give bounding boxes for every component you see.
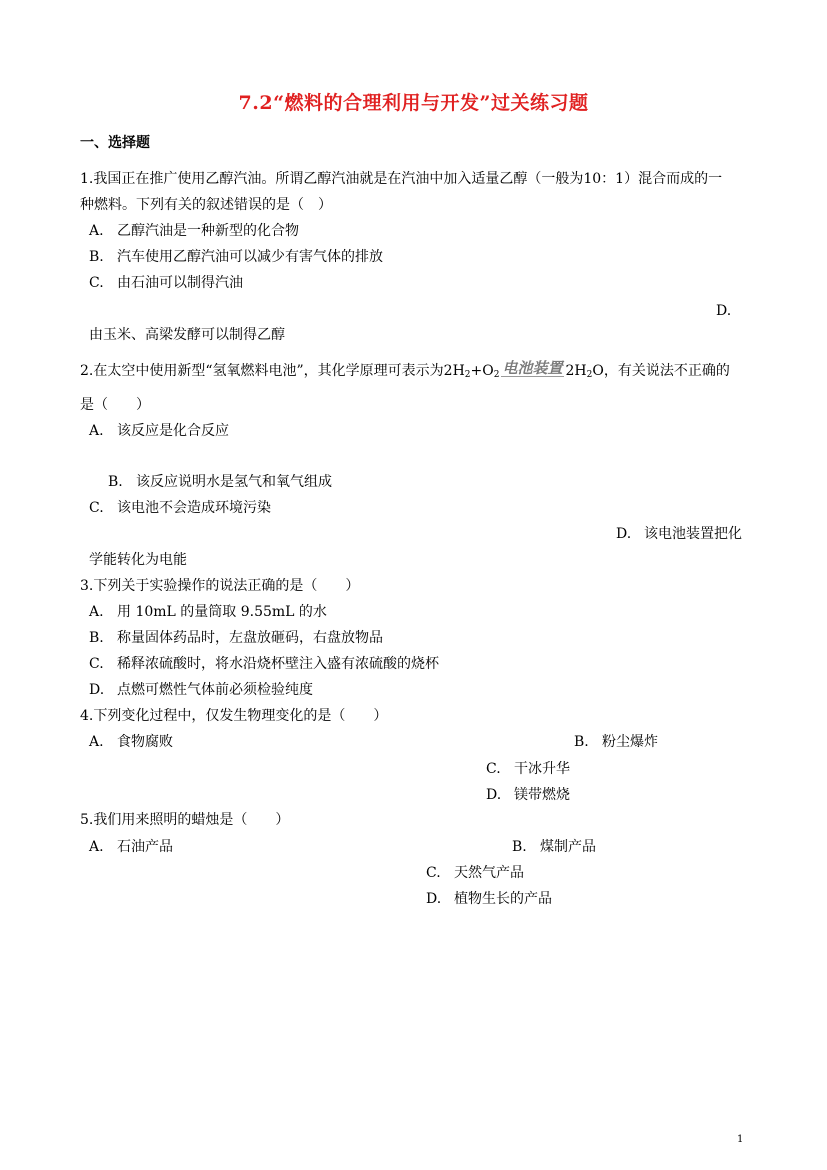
q1-option-c [89,274,243,292]
reaction-equation: $2H_2+O_2$ 电池装置 $2H_2O$ [443,359,604,380]
option-text: 该反应是化合反应 [117,423,229,439]
option-text: 植物生长的产品 [454,891,552,907]
option-letter: C. [89,656,104,672]
q2-option-d-cont: 学能转化为电能 [89,552,187,568]
option-text: 称量固体药品时，左盘放砸码，右盘放物品 [117,630,383,646]
option-text: 干冰升华 [514,761,570,777]
option-letter: D. [486,787,502,803]
q2-option-b [108,473,332,491]
q3-stem: 3.下列关于实验操作的说法正确的是（ ） [80,578,360,594]
q1-option-d-letter: D. [716,303,732,319]
q5-option-d [426,890,552,908]
q4-option-c [486,760,570,778]
option-letter: C. [89,275,104,291]
option-text: 稀释浓硫酸时，将水沿烧杯壁注入盛有浓硫酸的烧杯 [117,656,439,672]
q2-stem-line2: 是（ ） [80,397,150,413]
q4-stem: 4.下列变化过程中，仅发生物理变化的是（ ） [80,708,388,724]
q2-stem-pre: 2.在太空中使用新型“氢氧燃料电池”，其化学原理可表示为 [80,363,444,379]
option-text: 食物腐败 [117,734,173,750]
option-text: 煤制产品 [540,839,596,855]
q2-stem-post: ，有关说法不正确的 [603,363,730,379]
option-letter: D. [426,891,442,907]
q1-option-a [89,222,299,240]
q1-stem-line1: 1.我国正在推广使用乙醇汽油。所谓乙醇汽油就是在汽油中加入适量乙醇（一般为10：1）混合而成的一 [80,171,723,187]
option-text: 该电池装置把化 [644,526,742,542]
q1-option-d-text: 由玉米、高梁发酵可以制得乙醇 [89,327,285,343]
section-heading: 一、选择题 [80,135,150,151]
q2-stem-line1 [80,360,730,384]
option-text: 粉尘爆炸 [602,734,658,750]
option-text: 用 10mL 的量筒取 9.55mL 的水 [117,604,327,620]
option-letter: C. [486,761,501,777]
q3-option-a [89,603,327,621]
q1-option-b [89,248,383,266]
q1-stem-line2: 种燃料。下列有关的叙述错误的是（ ） [80,197,332,213]
page-number: 1 [737,1134,744,1145]
q3-option-d [89,681,313,699]
q4-option-b [574,733,658,751]
option-letter: B. [574,734,589,750]
option-text: 汽车使用乙醇汽油可以减少有害气体的排放 [117,249,383,265]
q5-option-b [512,838,596,856]
option-text: 由石油可以制得汽油 [117,275,243,291]
q2-option-d [616,525,742,543]
q4-option-d [486,786,570,804]
q5-option-a [89,838,173,856]
q5-stem: 5.我们用来照明的蜡烛是（ ） [80,812,290,828]
option-letter: A. [89,604,104,620]
option-letter: B. [512,839,527,855]
option-letter: B. [89,249,104,265]
option-letter: C. [426,865,441,881]
option-letter: D. [89,682,105,698]
option-text: 该电池不会造成环境污染 [117,500,271,516]
q2-option-a [89,422,229,440]
page-title: 7.2“燃料的合理利用与开发”过关练习题 [238,92,589,114]
option-letter: A. [89,734,104,750]
q3-option-b [89,629,383,647]
q4-option-a [89,733,173,751]
q2-option-c [89,499,271,517]
option-text: 该反应说明水是氢气和氧气组成 [136,474,332,490]
option-letter: B. [89,630,104,646]
option-text: 镁带燃烧 [514,787,570,803]
option-text: 乙醇汽油是一种新型的化合物 [117,223,299,239]
option-letter: D. [616,526,632,542]
q5-option-c [426,864,524,882]
option-text: 石油产品 [117,839,173,855]
battery-device-label: 电池装置 [502,359,563,377]
option-letter: A. [89,223,104,239]
option-letter: B. [108,474,123,490]
option-letter: C. [89,500,104,516]
q3-option-c [89,655,439,673]
option-letter: A. [89,839,104,855]
option-letter: A. [89,423,104,439]
option-text: 天然气产品 [454,865,524,881]
option-text: 点燃可燃性气体前必须检验纯度 [117,682,313,698]
